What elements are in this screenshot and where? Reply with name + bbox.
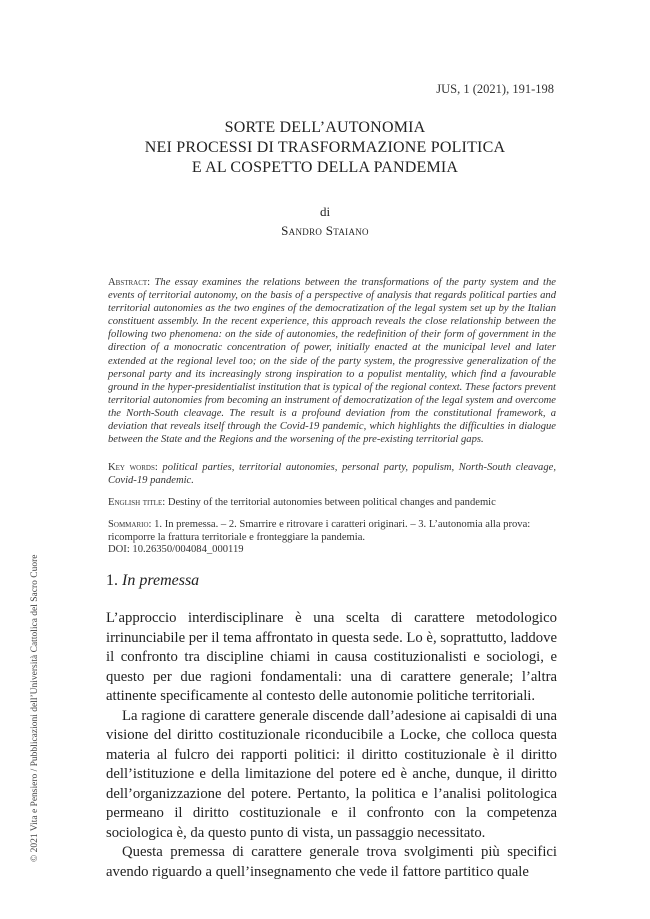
- keywords-label: Key words:: [108, 462, 158, 473]
- summary-text: 1. In premessa. – 2. Smarrire e ritrovare i caratteri originari. – 3. L’autonomia alla prova: ricomporre la frattura territoriale e fronteggiare la pandemia.: [108, 519, 531, 544]
- keywords-text: political parties, territorial autonomies, personal party, populism, North-South cleavage, Covid-19 pandemic.: [108, 462, 556, 487]
- article-title: [0, 118, 650, 178]
- body-text: [106, 609, 557, 882]
- section-number: 1.: [106, 572, 118, 589]
- byline-di: di: [319, 204, 331, 219]
- abstract: [108, 276, 556, 446]
- abstract-text: The essay examines the relations between the transformations of the party system and the events of territorial autonomy, on the basis of a perspective of analysis that regards political parties and territorial autonomies as the two engines of the democratization of the legal system set up by the Italian constituent assembly. In the recent experience, this approach reveals the close relationship between the following two phenomena: on the side of autonomies, the redefinition of their form of government in the direction of a monocratic concentration of power, initially enacted at the municipal level and later extended at the regional level too; on the side of the party system, the progressive generalization of the personal party and its increasingly strong inspiration to a populist mentality, which find a favourable ground in the hyper-presidentialist institution that is typical of the regional context. These factors prevent territorial autonomies from becoming an instrument of democratization of the legal system and overcome the North-South cleavage. The result is a profound deviation from the constitutional framework, a deviation that reveals itself through the Covid-19 pandemic, which highlights the difficulties in dialogue between the State and the Regions and the worsening of the pre-existing territorial gaps.: [108, 277, 556, 446]
- copyright-note: © 2021 Vita e Pensiero / Pubblicazioni dell’Università Cattolica del Sacro Cuore: [30, 554, 40, 862]
- summary: [108, 518, 556, 544]
- summary-label: Sommario:: [108, 519, 152, 530]
- section-title: In premessa: [122, 572, 200, 589]
- author-name: Sandro Staiano: [281, 223, 369, 238]
- doi: DOI: 10.26350/004084_000119: [108, 544, 244, 555]
- english-title: [108, 496, 556, 509]
- title-line-3: E AL COSPETTO DELLA PANDEMIA: [191, 159, 459, 176]
- paragraph: L’approccio interdisciplinare è una scelta di carattere metodologico irrinunciabile per il tema affrontato in questa sede. Lo è, soprattutto, laddove il confronto tra discipline chiami in causa costituzionalisti e sociologi, e questo per due ragioni fondamentali: una di carattere generale; l’altra attinente specificamente al contesto delle autonomie politiche territoriali.: [106, 610, 557, 704]
- keywords: [108, 461, 556, 487]
- paragraph: La ragione di carattere generale discende dall’adesione ai capisaldi di una visione del diritto costituzionale riconducibile a Locke, che colloca questa materia al fulcro dei rapporti politici: il diritto costituzionale è il diritto dell’istituzione e della limitazione del potere ed è anche, dunque, il diritto dell’organizzazione del potere. Pertanto, la politica e l’analisi politologica permeano il diritto costituzionale e il confronto con la competenza sociologica è, da questo punto di vista, un passaggio necessitato.: [106, 707, 557, 841]
- journal-reference: JUS, 1 (2021), 191-198: [436, 82, 554, 96]
- abstract-label: Abstract:: [108, 277, 151, 288]
- title-line-2: NEI PROCESSI DI TRASFORMAZIONE POLITICA: [144, 139, 506, 156]
- english-title-label: English title:: [108, 497, 166, 508]
- title-line-1: SORTE DELL’AUTONOMIA: [224, 119, 426, 136]
- english-title-text: Destiny of the territorial autonomies between political changes and pandemic: [167, 497, 496, 508]
- section-heading: [106, 572, 199, 590]
- paragraph: Questa premessa di carattere generale trova svolgimenti più specifici avendo riguardo a quell’insegnamento che vede il fattore partitico quale: [106, 844, 557, 880]
